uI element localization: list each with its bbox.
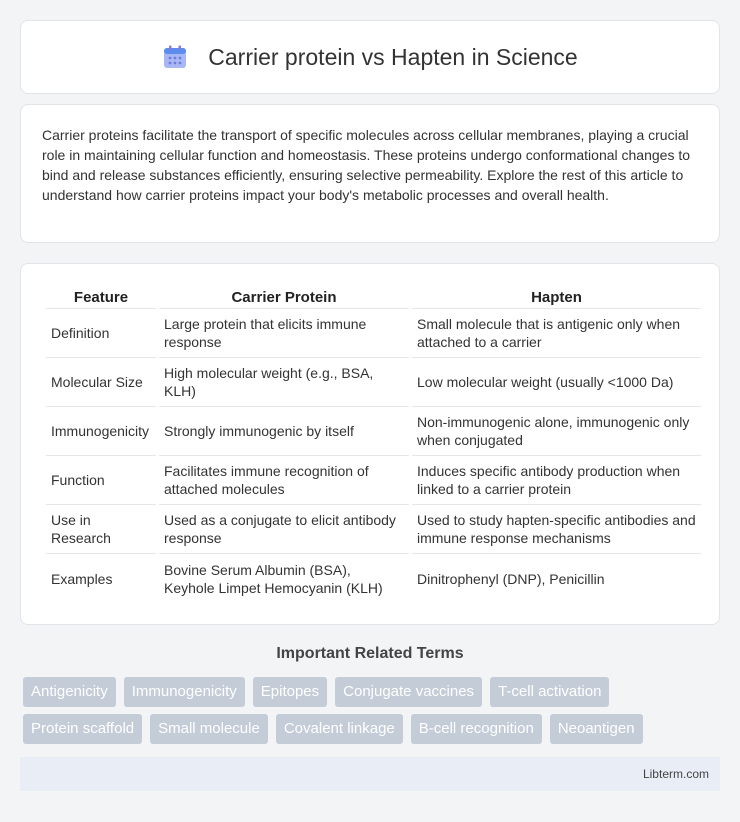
row-hapten-value: Non-immunogenic alone, immunogenic only when conjugated xyxy=(412,407,701,456)
tag-protein-scaffold[interactable]: Protein scaffold xyxy=(23,714,142,744)
title-card xyxy=(20,20,720,94)
tag-b-cell-recognition[interactable]: B-cell recognition xyxy=(411,714,542,744)
row-feature: Use in Research xyxy=(46,505,156,554)
footer-site-link[interactable]: Libterm.com xyxy=(642,767,709,781)
table-row xyxy=(46,456,701,505)
table-row xyxy=(46,407,701,456)
row-carrier-value: Strongly immunogenic by itself xyxy=(159,407,409,456)
tag-conjugate-vaccines[interactable]: Conjugate vaccines xyxy=(335,677,482,707)
row-hapten-value: Low molecular weight (usually <1000 Da) xyxy=(412,358,701,407)
header-carrier-protein: Carrier Protein xyxy=(159,285,409,309)
table-row xyxy=(46,309,701,358)
row-hapten-value: Dinitrophenyl (DNP), Penicillin xyxy=(417,570,605,587)
table-row xyxy=(46,505,701,554)
footer xyxy=(20,757,720,791)
row-carrier-value: Facilitates immune recognition of attached molecules xyxy=(159,456,409,505)
tag-immunogenicity[interactable]: Immunogenicity xyxy=(124,677,245,707)
tag-antigenicity[interactable]: Antigenicity xyxy=(23,677,116,707)
related-terms-title: Important Related Terms xyxy=(276,645,464,662)
tag-small-molecule[interactable]: Small molecule xyxy=(150,714,268,744)
header-feature: Feature xyxy=(46,285,156,309)
tag-t-cell-activation[interactable]: T-cell activation xyxy=(490,677,609,707)
row-feature: Molecular Size xyxy=(46,358,156,407)
tag-covalent-linkage[interactable]: Covalent linkage xyxy=(276,714,403,744)
table-row xyxy=(46,358,701,407)
tag-epitopes[interactable]: Epitopes xyxy=(253,677,327,707)
page-title: Carrier protein vs Hapten in Science xyxy=(208,43,578,70)
row-hapten-value: Used to study hapten-specific antibodies and immune response mechanisms xyxy=(412,505,701,554)
table-header-row xyxy=(46,285,701,309)
intro-paragraph: Carrier proteins facilitate the transport of specific molecules across cellular membranes, playing a crucial role in maintaining cellular function and homeostasis. These proteins undergo conformational changes to bind and release substances efficiently, ensuring selective permeability. Explore the rest of this article to understand how carrier proteins impact your body's metabolic processes and overall health. xyxy=(42,127,691,203)
row-carrier-value: Bovine Serum Albumin (BSA), Keyhole Limpet Hemocyanin (KLH) xyxy=(164,561,383,596)
related-terms-list xyxy=(23,677,713,744)
row-feature: Examples xyxy=(51,570,113,587)
row-feature: Function xyxy=(46,456,156,505)
calendar-icon xyxy=(162,44,188,70)
row-hapten-value: Induces specific antibody production when linked to a carrier protein xyxy=(412,456,701,505)
row-carrier-value: Large protein that elicits immune response xyxy=(159,309,409,358)
row-carrier-value: Used as a conjugate to elicit antibody response xyxy=(159,505,409,554)
comparison-table-card xyxy=(20,263,720,625)
row-feature: Immunogenicity xyxy=(46,407,156,456)
table-row xyxy=(46,554,701,603)
comparison-table xyxy=(43,285,704,603)
row-carrier-value: High molecular weight (e.g., BSA, KLH) xyxy=(159,358,409,407)
intro-card xyxy=(20,104,720,243)
tag-neoantigen[interactable]: Neoantigen xyxy=(550,714,643,744)
header-hapten: Hapten xyxy=(412,285,701,309)
row-hapten-value: Small molecule that is antigenic only when attached to a carrier xyxy=(412,309,701,358)
row-feature: Definition xyxy=(46,309,156,358)
